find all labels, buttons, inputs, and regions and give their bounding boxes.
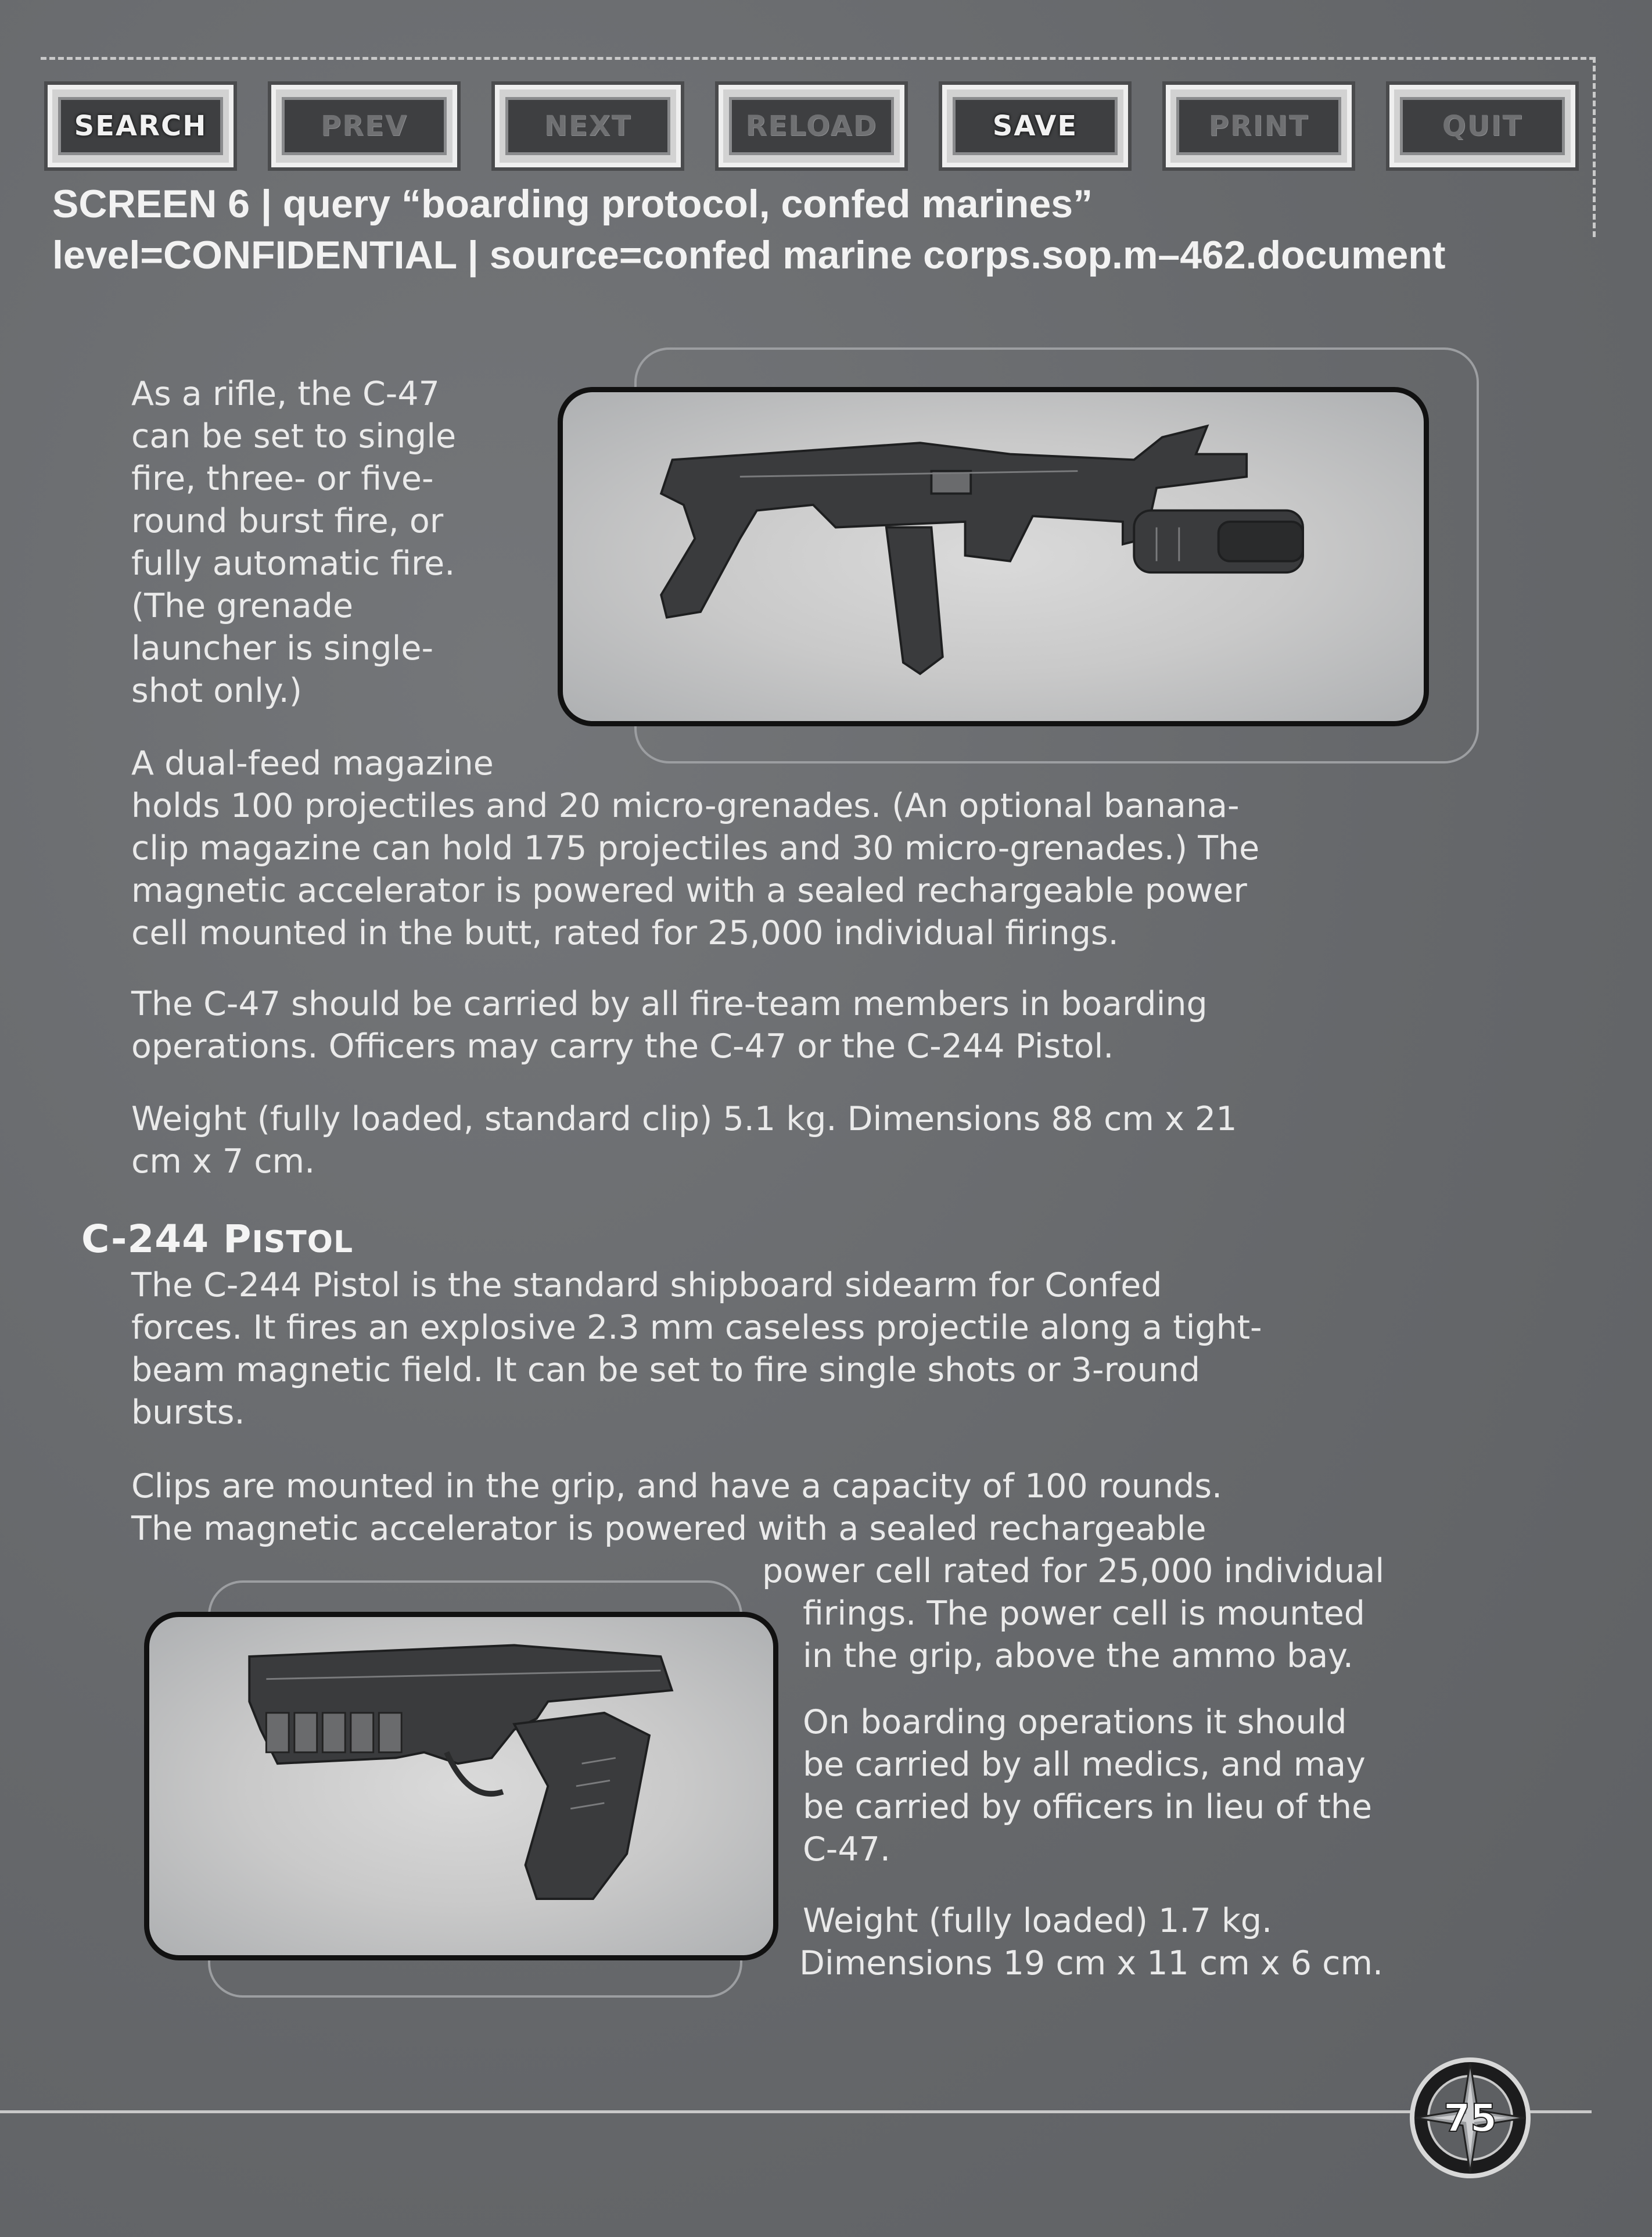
pistol-weight-paragraph — [799, 1900, 1383, 1985]
title-part-small: ISTOL — [252, 1225, 354, 1260]
save-button[interactable] — [942, 85, 1128, 167]
text-line: On boarding operations it should — [803, 1703, 1347, 1741]
text-line: holds 100 projectiles and 20 micro-grenades. (An optional banana- — [131, 787, 1240, 825]
page-number-badge — [1409, 2057, 1531, 2179]
pistol-section-title — [81, 1217, 353, 1261]
search-button[interactable] — [48, 85, 234, 167]
text-line: shot only.) — [131, 672, 302, 710]
text-line: Clips are mounted in the grip, and have a capacity of 100 rounds. — [131, 1467, 1223, 1505]
rifle-carry-paragraph — [131, 983, 1208, 1068]
text-line: A dual-feed magazine — [131, 744, 494, 783]
save-button-label: SAVE — [953, 97, 1118, 155]
footer-rule — [0, 2110, 1592, 2113]
pistol-carry-paragraph — [803, 1701, 1372, 1871]
next-button[interactable] — [495, 85, 681, 167]
next-button-label: NEXT — [505, 97, 670, 155]
rifle-image — [563, 392, 1424, 721]
text-line: Weight (fully loaded) 1.7 kg. — [803, 1902, 1273, 1940]
header-source-line: level=CONFIDENTIAL | source=confed marine corps.sop.m–462.document — [52, 233, 1446, 277]
text-line: firings. The power cell is mounted — [803, 1594, 1365, 1633]
pistol-clip-paragraph — [131, 1465, 1222, 1550]
text-line: beam magnetic field. It can be set to fire single shots or 3-round — [131, 1351, 1201, 1389]
rifle-magazine-paragraph — [131, 743, 1259, 955]
text-line: clip magazine can hold 175 projectiles and 30 micro-grenades.) The — [131, 829, 1260, 867]
text-line: cm x 7 cm. — [131, 1142, 315, 1181]
prev-button-label: PREV — [282, 97, 447, 155]
print-button-label: PRINT — [1176, 97, 1341, 155]
text-line: can be set to single — [131, 417, 457, 456]
quit-button[interactable] — [1389, 85, 1575, 167]
header-dashed-border — [41, 57, 1595, 60]
text-line: C-47. — [803, 1830, 891, 1869]
text-line: fire, three- or five- — [131, 460, 434, 498]
text-line: (The grenade — [131, 587, 354, 625]
header-query-line: SCREEN 6 | query “boarding protocol, confed marines” — [52, 182, 1093, 226]
print-button[interactable] — [1166, 85, 1352, 167]
pistol-image — [149, 1617, 773, 1955]
header-dashed-border-right — [1593, 57, 1596, 237]
text-line: Weight (fully loaded, standard clip) 5.1 kg. Dimensions 88 cm x 21 — [131, 1100, 1237, 1138]
text-line: round burst fire, or — [131, 502, 444, 540]
title-part: C-244 P — [81, 1217, 252, 1261]
pistol-intro-paragraph — [131, 1264, 1262, 1434]
text-line: forces. It fires an explosive 2.3 mm caseless projectile along a tight- — [131, 1308, 1262, 1347]
reload-button-label: RELOAD — [729, 97, 894, 155]
text-line: in the grip, above the ammo bay. — [803, 1637, 1353, 1675]
rifle-weight-paragraph — [131, 1098, 1237, 1183]
text-line: cell mounted in the butt, rated for 25,000 individual firings. — [131, 914, 1119, 952]
reload-button[interactable] — [719, 85, 904, 167]
text-line: bursts. — [131, 1393, 245, 1432]
text-line: operations. Officers may carry the C-47 or the C-244 Pistol. — [131, 1027, 1114, 1066]
quit-button-label: QUIT — [1400, 97, 1565, 155]
pistol-clip-paragraph-wrap — [762, 1550, 1384, 1677]
text-line: The magnetic accelerator is powered with a sealed rechargeable — [131, 1510, 1206, 1548]
text-line: be carried by all medics, and may — [803, 1745, 1366, 1784]
text-line: fully automatic fire. — [131, 544, 455, 583]
toolbar — [48, 85, 1575, 167]
page-number: 75 — [1443, 2095, 1497, 2141]
text-line: Dimensions 19 cm x 11 cm x 6 cm. — [799, 1944, 1384, 1983]
text-line: magnetic accelerator is powered with a sealed rechargeable power — [131, 872, 1247, 910]
text-line: The C-244 Pistol is the standard shipboard sidearm for Confed — [131, 1266, 1162, 1304]
rifle-intro-paragraph — [131, 373, 456, 712]
pistol-photo — [144, 1612, 778, 1960]
text-line: power cell rated for 25,000 individual — [762, 1552, 1385, 1590]
prev-button[interactable] — [271, 85, 457, 167]
search-button-label: SEARCH — [58, 97, 223, 155]
text-line: As a rifle, the C-47 — [131, 375, 440, 413]
text-line: The C-47 should be carried by all fire-team members in boarding — [131, 985, 1208, 1023]
text-line: be carried by officers in lieu of the — [803, 1788, 1373, 1826]
rifle-photo — [558, 387, 1429, 726]
text-line: launcher is single- — [131, 629, 434, 668]
